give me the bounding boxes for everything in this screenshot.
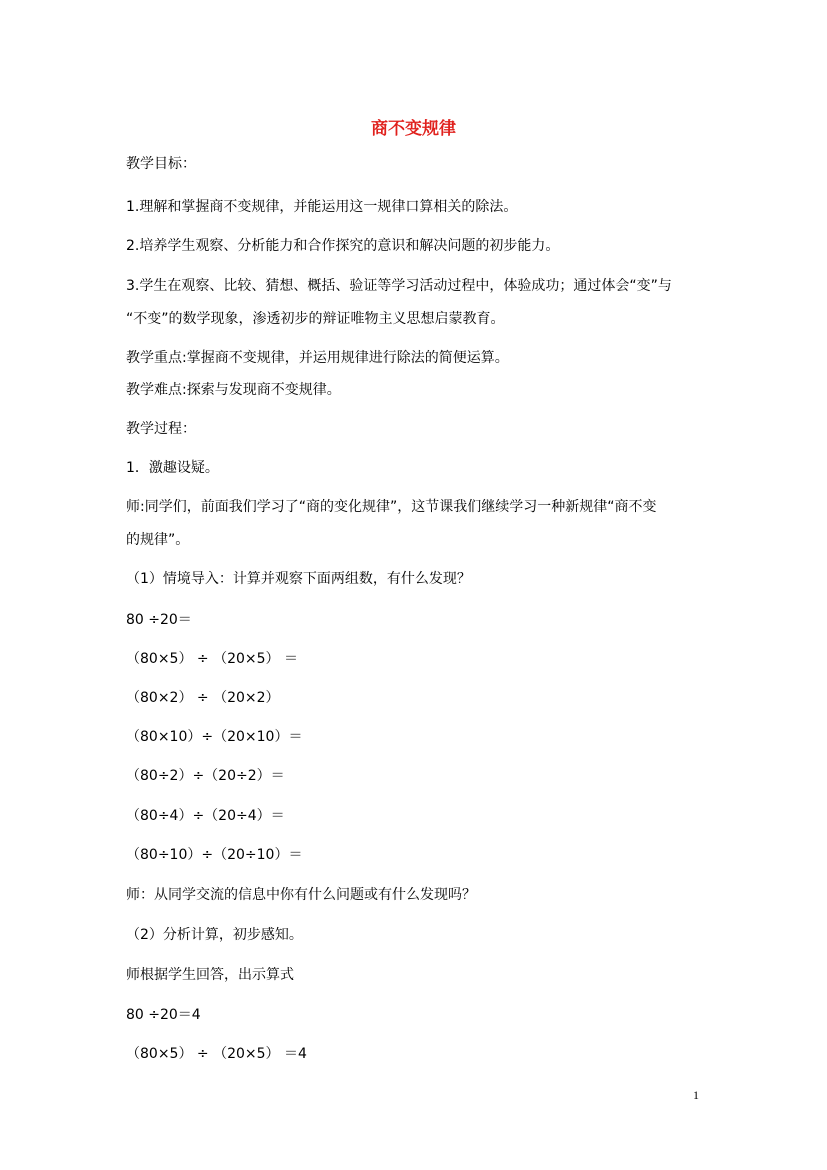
teacher-line-1: 师:同学们，前面我们学习了“商的变化规律”，这节课我们继续学习一种新规律“商不变 — [126, 499, 657, 515]
difficult-point: 教学难点:探索与发现商不变规律。 — [126, 382, 341, 398]
step-1-heading: 1．激趣设疑。 — [126, 460, 219, 476]
equation-row: （80÷4）÷（20÷4）＝ — [126, 808, 285, 824]
objective-3-line-1: 3.学生在观察、比较、猜想、概括、验证等学习活动过程中，体验成功；通过体会“变”与 — [126, 278, 672, 294]
equation-row: （80÷10）÷（20÷10）＝ — [126, 847, 303, 863]
objective-2: 2.培养学生观察、分析能力和合作探究的意识和解决问题的初步能力。 — [126, 238, 560, 254]
section-heading-objectives: 教学目标： — [126, 156, 196, 172]
page-number: 1 — [693, 1088, 699, 1102]
equation-row: 80 ÷20＝4 — [126, 1007, 201, 1023]
document-title: 商不变规律 — [371, 119, 456, 139]
section-heading-process: 教学过程： — [126, 421, 196, 437]
equation-row: 80 ÷20＝ — [126, 612, 192, 628]
key-point: 教学重点:掌握商不变规律，并运用规律进行除法的简便运算。 — [126, 350, 509, 366]
step-1-sub-2: （2）分析计算，初步感知。 — [126, 927, 303, 943]
equation-row: （80×10）÷（20×10）＝ — [126, 729, 303, 745]
equation-row: （80×5） ÷ （20×5） ＝4 — [126, 1046, 307, 1062]
objective-1: 1.理解和掌握商不变规律，并能运用这一规律口算相关的除法。 — [126, 199, 518, 215]
teacher-line-3: 师根据学生回答，出示算式 — [126, 967, 294, 983]
teacher-line-2: 师：从同学交流的信息中你有什么问题或有什么发现吗？ — [126, 887, 476, 903]
step-1-sub-1: （1）情境导入：计算并观察下面两组数，有什么发现？ — [126, 571, 471, 587]
objective-3-line-2: “不变”的数学现象，渗透初步的辩证唯物主义思想启蒙教育。 — [126, 311, 505, 327]
equation-row: （80×5） ÷ （20×5） ＝ — [126, 651, 298, 667]
equation-row: （80×2） ÷ （20×2） — [126, 690, 280, 706]
teacher-line-1-cont: 的规律”。 — [126, 532, 190, 548]
equation-row: （80÷2）÷（20÷2）＝ — [126, 768, 285, 784]
